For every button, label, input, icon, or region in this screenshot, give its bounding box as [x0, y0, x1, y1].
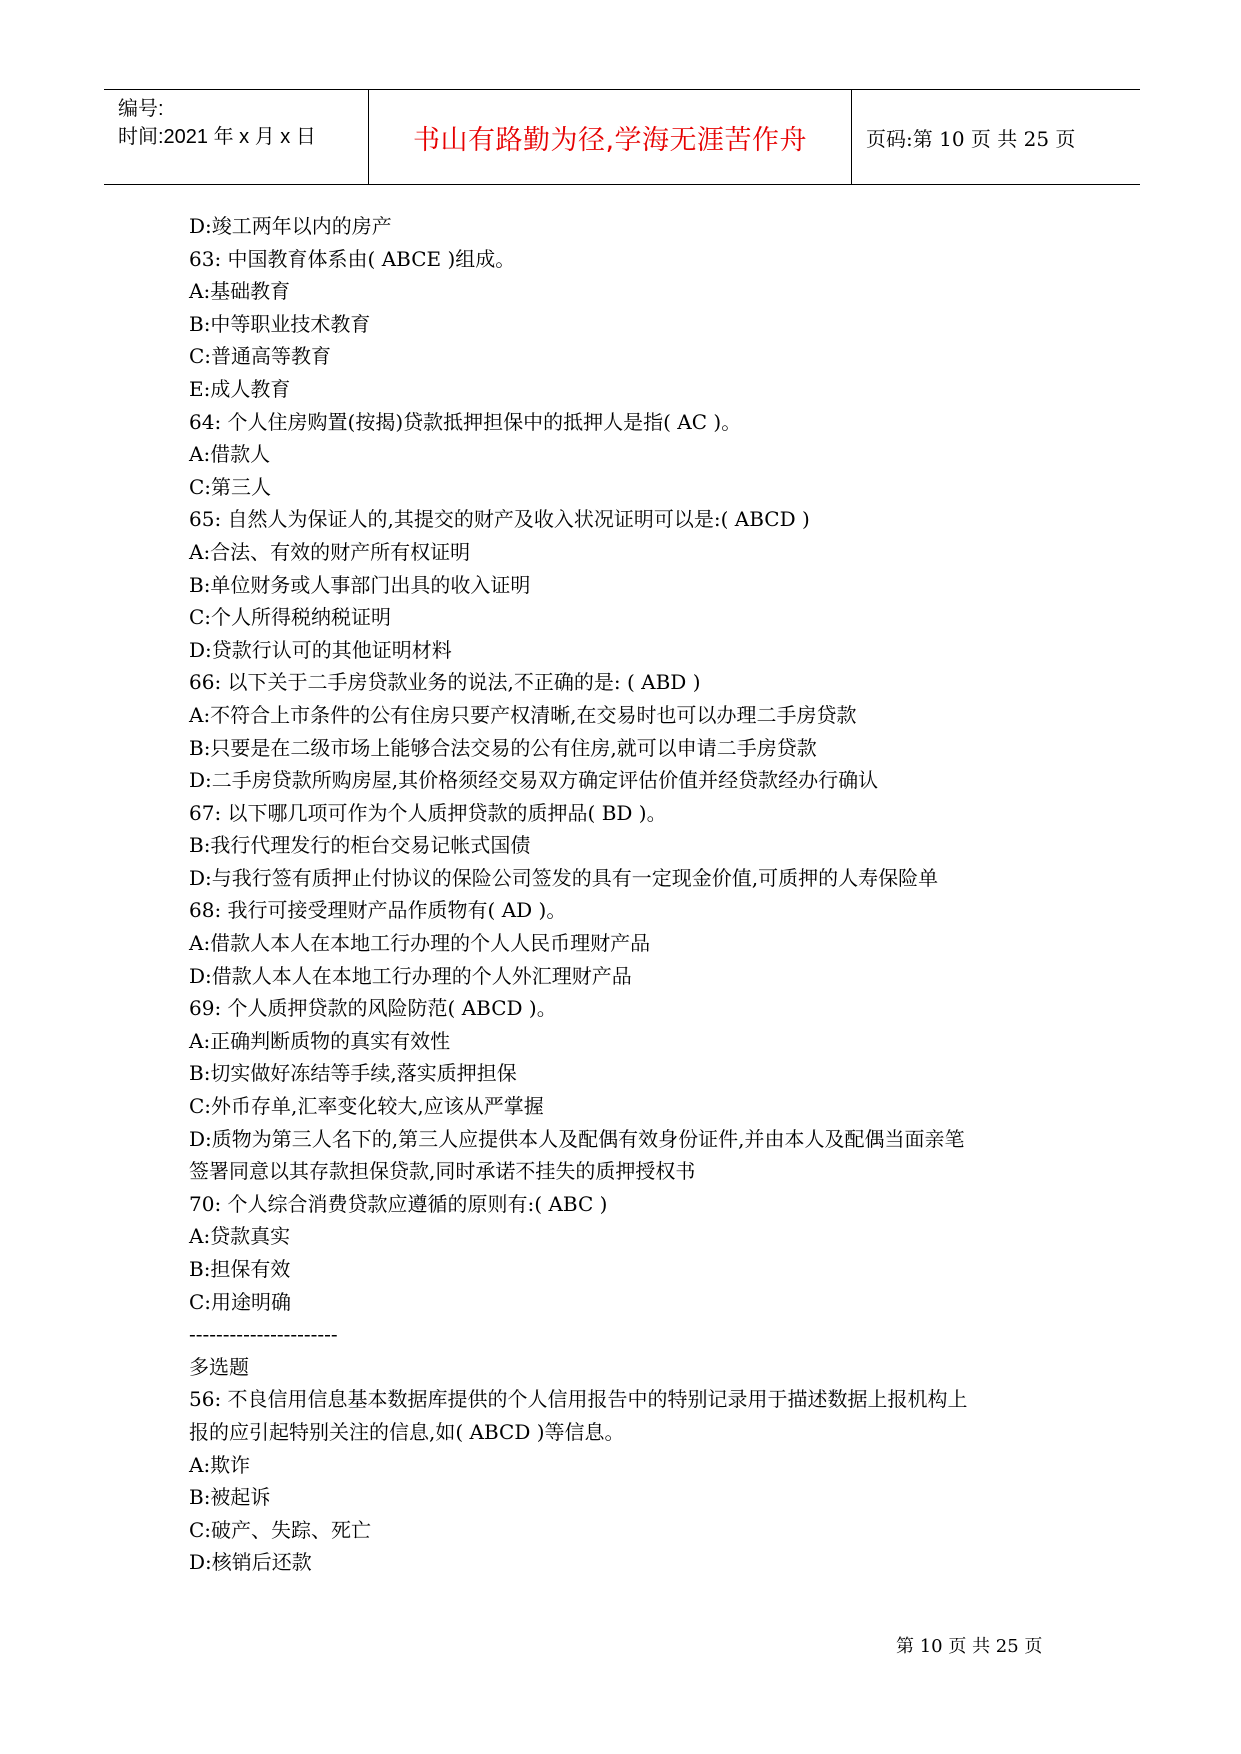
text-line: B:单位财务或人事部门出具的收入证明 — [189, 572, 531, 597]
text-line: A:借款人 — [189, 442, 271, 467]
text-line: C:普通高等教育 — [189, 344, 332, 369]
text-line: B:担保有效 — [189, 1257, 291, 1281]
text-line: 64: 个人住房购置(按揭)贷款抵押担保中的抵押人是指( AC )。 — [189, 409, 742, 434]
text-line: C:破产、失踪、死亡 — [189, 1517, 372, 1542]
document-body — [189, 210, 1069, 1579]
document-time-label: 时间:2021 年 x 月 x 日 — [118, 126, 316, 148]
header-motto: 书山有路勤为径,学海无涯苦作舟 — [412, 124, 808, 156]
text-line: C:外币存单,汇率变化较大,应该从严掌握 — [189, 1094, 544, 1119]
document-number-label: 编号: — [118, 98, 164, 120]
text-line: B:中等职业技术教育 — [189, 311, 371, 336]
text-line: ---------------------- — [189, 1322, 338, 1347]
text-line: D:核销后还款 — [189, 1550, 312, 1575]
text-line: 多选题 — [189, 1354, 249, 1379]
header-page-info: 页码:第 10 页 共 25 页 — [866, 126, 1076, 151]
text-line: B:只要是在二级市场上能够合法交易的公有住房,就可以申请二手房贷款 — [189, 735, 817, 760]
text-line: 70: 个人综合消费贷款应遵循的原则有:( ABC ) — [189, 1191, 608, 1216]
text-line: 报的应引起特别关注的信息,如( ABCD )等信息。 — [189, 1419, 625, 1444]
text-line: A:不符合上市条件的公有住房只要产权清晰,在交易时也可以办理二手房贷款 — [189, 702, 857, 727]
text-line: 67: 以下哪几项可作为个人质押贷款的质押品( BD )。 — [189, 800, 667, 825]
text-line: 63: 中国教育体系由( ABCE )组成。 — [189, 246, 516, 271]
page-footer: 第 10 页 共 25 页 — [896, 1636, 1043, 1657]
text-line: C:第三人 — [189, 474, 272, 499]
text-line: D:与我行签有质押止付协议的保险公司签发的具有一定现金价值,可质押的人寿保险单 — [189, 865, 939, 890]
text-line: D:二手房贷款所购房屋,其价格须经交易双方确定评估价值并经贷款经办行确认 — [189, 768, 879, 793]
text-line: D:质物为第三人名下的,第三人应提供本人及配偶有效身份证件,并由本人及配偶当面亲笔 — [189, 1126, 965, 1151]
text-line: D:竣工两年以内的房产 — [189, 214, 392, 238]
text-line: C:用途明确 — [189, 1289, 292, 1314]
text-line: A:欺诈 — [189, 1452, 251, 1477]
header-meta-cell — [104, 90, 369, 184]
text-line: B:被起诉 — [189, 1485, 271, 1510]
text-line: A:借款人本人在本地工行办理的个人人民币理财产品 — [189, 931, 651, 956]
text-line: 66: 以下关于二手房贷款业务的说法,不正确的是: ( ABD ) — [189, 670, 701, 695]
text-line: 65: 自然人为保证人的,其提交的财产及收入状况证明可以是:( ABCD ) — [189, 507, 810, 532]
text-line: D:贷款行认可的其他证明材料 — [189, 637, 452, 662]
text-line: C:个人所得税纳税证明 — [189, 605, 392, 630]
text-line: 69: 个人质押贷款的风险防范( ABCD )。 — [189, 996, 557, 1021]
header-page-cell — [852, 90, 1140, 184]
text-line: 签署同意以其存款担保贷款,同时承诺不挂失的质押授权书 — [189, 1159, 696, 1184]
text-line: A:合法、有效的财产所有权证明 — [189, 539, 471, 564]
text-line: B:切实做好冻结等手续,落实质押担保 — [189, 1061, 517, 1086]
header-motto-cell — [369, 90, 852, 184]
text-line: D:借款人本人在本地工行办理的个人外汇理财产品 — [189, 963, 632, 988]
document-header — [104, 89, 1140, 185]
text-line: 68: 我行可接受理财产品作质物有( AD )。 — [189, 898, 567, 923]
text-line: B:我行代理发行的柜台交易记帐式国债 — [189, 833, 531, 858]
text-line: A:基础教育 — [189, 279, 291, 304]
text-line: E:成人教育 — [189, 376, 291, 401]
text-line: A:贷款真实 — [189, 1224, 291, 1249]
text-line: A:正确判断质物的真实有效性 — [189, 1028, 451, 1053]
text-line: 56: 不良信用信息基本数据库提供的个人信用报告中的特别记录用于描述数据上报机构上 — [189, 1387, 968, 1412]
